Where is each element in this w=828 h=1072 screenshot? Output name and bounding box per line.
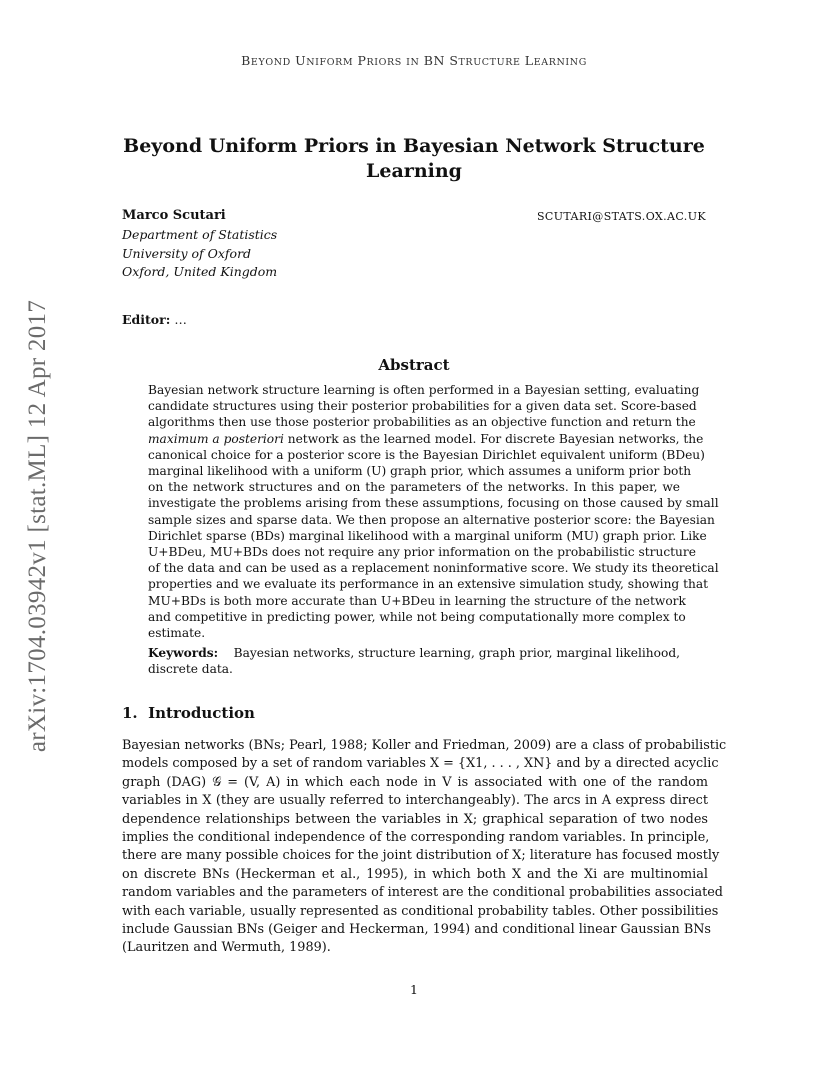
paper-title: Beyond Uniform Priors in Bayesian Network Structure Learning <box>123 135 705 182</box>
keywords <box>148 645 680 677</box>
author-name: Marco Scutari <box>122 208 226 223</box>
author-affiliation <box>122 226 277 282</box>
intro-line: there are many possible choices for the joint distribution of X; literature has focused mostly <box>122 848 720 864</box>
abstract-line: U+BDeu, MU+BDs does not require any prior information on the probabilistic structure <box>148 545 696 560</box>
intro-line: Bayesian networks (BNs; Pearl, 1988; Koller and Friedman, 2009) are a class of probabilistic <box>122 738 727 753</box>
abstract-line: marginal likelihood with a uniform (U) graph prior, which assumes a uniform prior both <box>148 464 692 479</box>
intro-line: include Gaussian BNs (Geiger and Heckerman, 1994) and conditional linear Gaussian BNs <box>122 922 711 938</box>
affiliation-location: Oxford, United Kingdom <box>122 264 278 279</box>
abstract-line: maximum a posteriori network as the learned model. For discrete Bayesian networks, the <box>148 431 704 446</box>
affiliation-department: Department of Statistics <box>122 227 278 242</box>
abstract-line: Dirichlet sparse (BDs) marginal likelihood with a marginal uniform (MU) graph prior. Like <box>148 528 707 543</box>
intro-line: with each variable, usually represented as conditional probability tables. Other possibilities <box>122 903 719 919</box>
editor-value: … <box>174 312 187 327</box>
abstract-line: and competitive in predicting power, while not being computationally more complex to <box>148 609 686 624</box>
abstract-italic-phrase: maximum a posteriori <box>148 431 284 446</box>
abstract-line: candidate structures using their posterior probabilities for a given data set. Score-based <box>148 399 697 414</box>
abstract-line: canonical choice for a posterior score is the Bayesian Dirichlet equivalent uniform (BDeu) <box>148 447 705 462</box>
intro-line: random variables and the parameters of interest are the conditional probabilities associated <box>122 885 723 901</box>
abstract-line: of the data and can be used as a replacement noninformative score. We study its theoretical <box>148 561 719 576</box>
intro-line: variables in X (they are usually referred to interchangeably). The arcs in A express direct <box>122 793 708 809</box>
abstract-line: investigate the problems arising from these assumptions, focusing on those caused by small <box>148 496 719 511</box>
section-number: 1. <box>122 704 138 722</box>
abstract-line: estimate. <box>148 626 206 641</box>
section-heading <box>122 704 255 722</box>
intro-line: (Lauritzen and Wermuth, 1989). <box>122 940 331 956</box>
abstract-line: properties and we evaluate its performance in an extensive simulation study, showing that <box>148 577 709 592</box>
page-number: 1 <box>410 982 418 997</box>
intro-line: implies the conditional independence of the corresponding random variables. In principle, <box>122 830 710 846</box>
author-email[interactable]: SCUTARI@STATS.OX.AC.UK <box>536 210 706 223</box>
intro-line: dependence relationships between the variables in X; graphical separation of two nodes <box>122 811 708 827</box>
arxiv-stamp: arXiv:1704.03942v1 [stat.ML] 12 Apr 2017 <box>24 299 51 753</box>
editor-line <box>122 312 187 327</box>
abstract-heading: Abstract <box>378 356 450 374</box>
introduction-body <box>122 737 727 958</box>
abstract-line: algorithms then use those posterior probabilities as an objective function and return the <box>148 415 696 430</box>
keywords-text: Bayesian networks, structure learning, graph prior, marginal likelihood, discrete data. <box>148 646 680 677</box>
abstract-body <box>148 382 719 641</box>
keywords-label: Keywords: <box>148 646 219 660</box>
intro-line: graph (DAG) 𝒢 = (V, A) in which each node in V is associated with one of the random <box>122 774 708 790</box>
abstract-line: Bayesian network structure learning is often performed in a Bayesian setting, evaluating <box>148 383 700 397</box>
editor-label: Editor: <box>122 312 171 327</box>
intro-line: models composed by a set of random variables X = {X1, . . . , XN} and by a directed acyclic <box>122 756 719 772</box>
section-title: Introduction <box>148 704 255 722</box>
abstract-line: on the network structures and on the parameters of the networks. In this paper, we <box>148 480 680 495</box>
running-head-text: BEYOND UNIFORM PRIORS IN BN STRUCTURE LEARNING <box>241 53 587 68</box>
abstract-line: sample sizes and sparse data. We then propose an alternative posterior score: the Bayesian <box>148 512 715 527</box>
running-head <box>0 53 828 68</box>
affiliation-university: University of Oxford <box>122 245 252 261</box>
abstract-line: MU+BDs is both more accurate than U+BDeu in learning the structure of the network <box>148 593 686 608</box>
intro-line: on discrete BNs (Heckerman et al., 1995), in which both X and the Xi are multinomial <box>122 866 708 882</box>
